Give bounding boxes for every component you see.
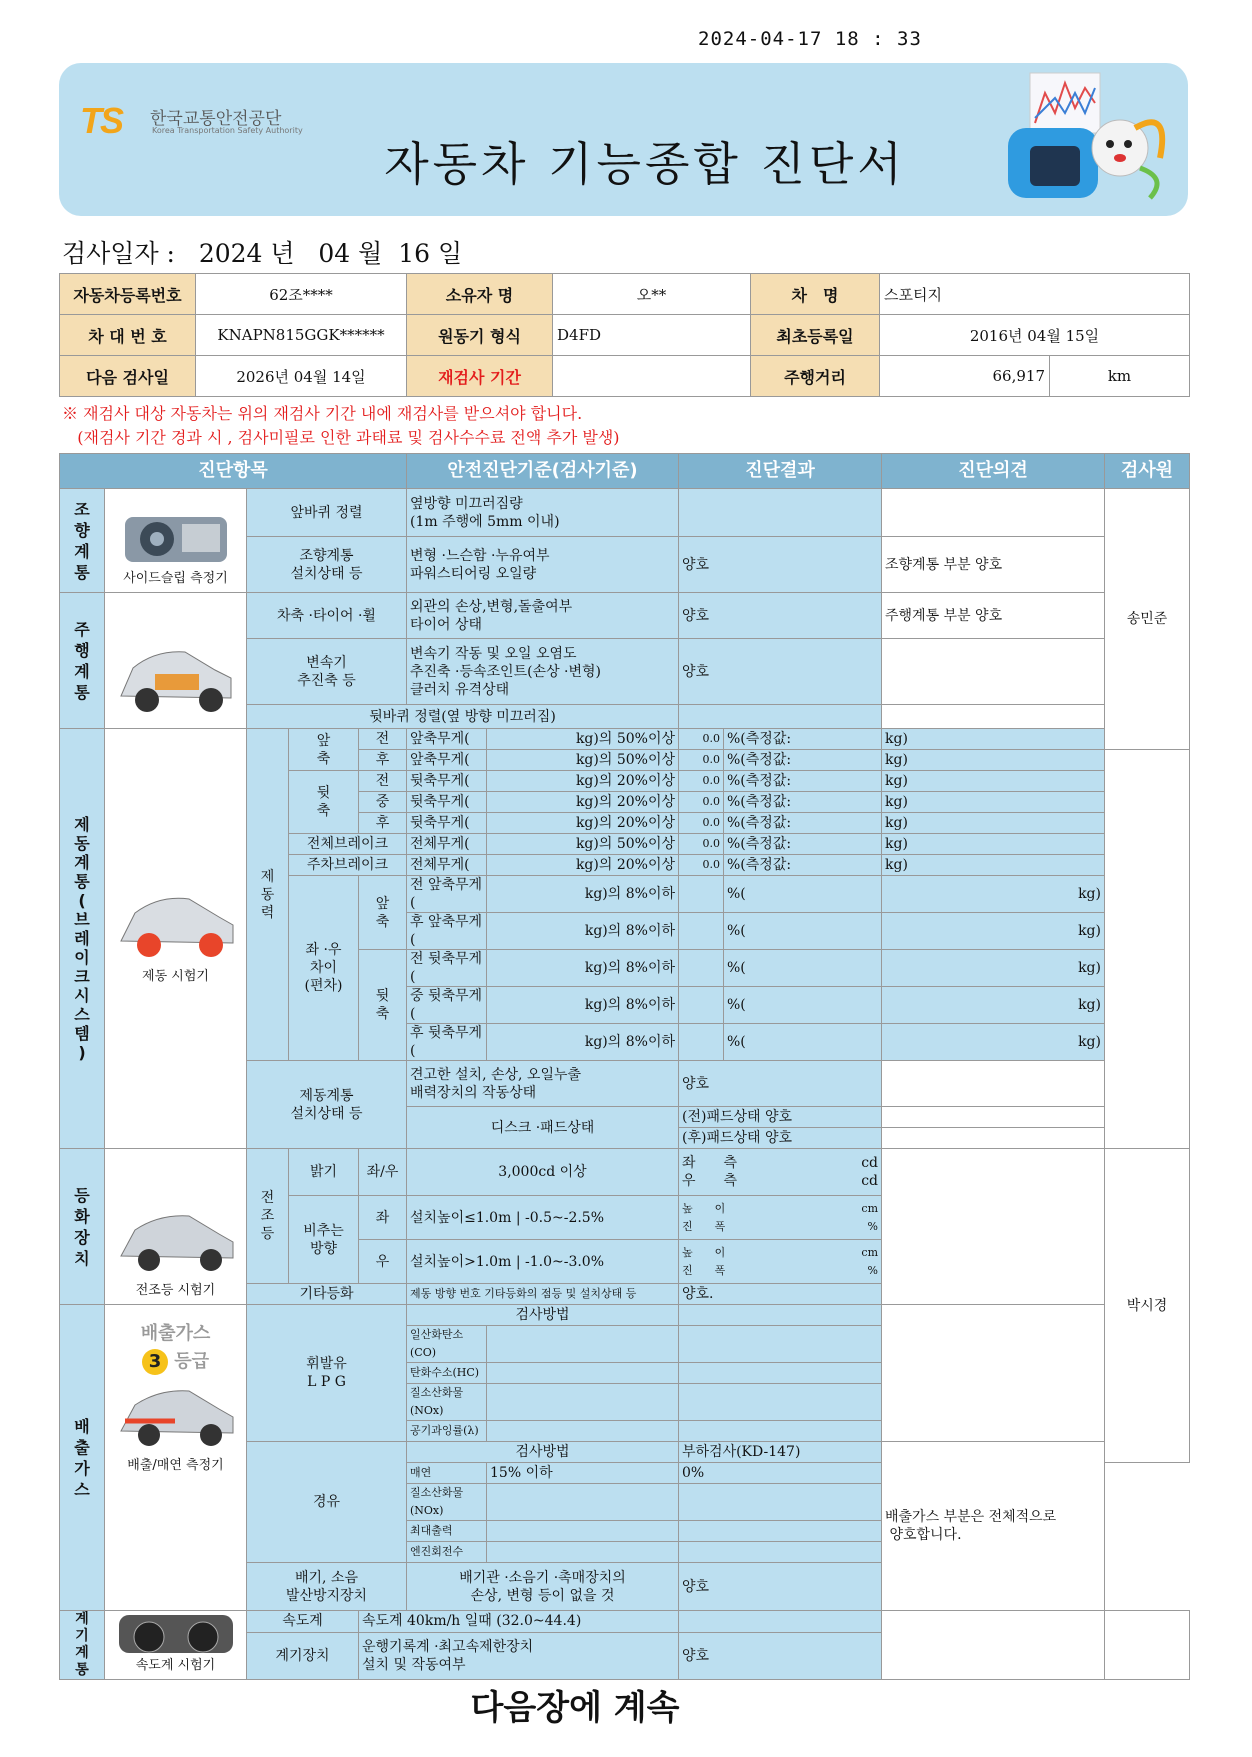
emission-badge-text: 배출가스	[140, 1323, 211, 1344]
measured: %(측정값:	[724, 771, 882, 792]
measured: %(측정값:	[724, 834, 882, 855]
aim-left-standard: 설치높이≤1.0m | -0.5~-2.5%	[407, 1196, 679, 1240]
diff-kg: kg)	[882, 1024, 1105, 1061]
hc-standard	[487, 1363, 679, 1384]
result-empty	[679, 876, 724, 913]
brake-image	[105, 729, 247, 1149]
criterion-8: kg)의 8%이하	[487, 876, 679, 913]
gauge-opinion	[882, 1611, 1105, 1680]
pos-rear: 후	[359, 813, 407, 834]
criterion-8: kg)의 8%이하	[487, 987, 679, 1024]
gasoline-label: 휘발유 L P G	[247, 1305, 407, 1442]
inspector-1: 송민준	[1105, 489, 1190, 750]
pos-rear: 후	[410, 914, 424, 930]
diesel-label: 경유	[247, 1442, 407, 1563]
criterion-8: kg)의 8%이하	[487, 950, 679, 987]
co-result	[679, 1326, 882, 1363]
diff-pct: %(	[724, 1024, 882, 1061]
car-chassis-icon	[115, 638, 237, 718]
year-unit: 년	[270, 239, 295, 268]
brightness-left	[682, 1154, 878, 1172]
measured-kg: kg)	[882, 750, 1105, 771]
section-steering: 조 향 계 통	[60, 489, 105, 593]
gas-opinion	[882, 1305, 1105, 1442]
lr-rear-load	[407, 1024, 487, 1061]
engine-rpm-result	[679, 1542, 882, 1563]
aim-right-height	[682, 1244, 878, 1262]
max-power-result	[679, 1521, 882, 1542]
height-label: 높 이	[682, 1201, 726, 1215]
driving-item-2: 변속기 추진축 등	[247, 639, 407, 705]
model-value: 스포티지	[880, 274, 1190, 315]
header-standard: 안전진단기준(검사기준)	[407, 454, 679, 489]
criterion-8: kg)의 8%이하	[487, 913, 679, 950]
result-empty	[679, 950, 724, 987]
reg-no-value: 62조****	[196, 274, 407, 315]
steering-item-1: 앞바퀴 정렬	[247, 489, 407, 537]
emission-grade-badge	[108, 1349, 243, 1375]
front-load: 앞축무게(	[410, 914, 483, 948]
front-load: 앞축무게(	[407, 750, 487, 771]
engine-label: 원동기 형식	[407, 315, 553, 356]
brake-install-result: 양호	[679, 1061, 882, 1107]
brake-tester-car-icon	[115, 887, 237, 962]
driving-item-1-standard: 외관의 손상,변형,돌출여부 타이어 상태	[407, 593, 679, 639]
steering-image-label: 사이드슬립 측정기	[123, 571, 228, 586]
pct-unit: %	[867, 1219, 878, 1233]
diff-pct: %(	[724, 876, 882, 913]
criterion-50: kg)의 50%이상	[487, 729, 679, 750]
steering-item-2: 조향계통 설치상태 등	[247, 537, 407, 593]
diff-kg: kg)	[882, 987, 1105, 1024]
lr-front-axle: 앞 축	[359, 876, 407, 950]
diesel-method-label: 검사방법	[407, 1442, 679, 1463]
rear-load: 뒷축무게(	[410, 951, 483, 985]
notice-line-2: (재검사 기간 경과 시 , 검사미필로 인한 과태료 및 검사수수료 전액 추가 발생)	[77, 428, 620, 447]
gas-method-result	[679, 1305, 882, 1326]
diff-kg: kg)	[882, 950, 1105, 987]
gas-method-label: 검사방법	[407, 1305, 679, 1326]
driving-item-1: 차축 ·타이어 ·휠	[247, 593, 407, 639]
result-value: 0.0	[679, 834, 724, 855]
gauge-inspector	[1105, 1611, 1190, 1680]
result-empty	[679, 1024, 724, 1061]
cm-unit: cm	[861, 1245, 878, 1259]
speedo-standard: 속도계 40km/h 일때 (32.0~44.4)	[359, 1611, 679, 1633]
lr-rear-load	[407, 950, 487, 987]
diff-kg: kg)	[882, 913, 1105, 950]
lr-rear-load	[407, 987, 487, 1024]
max-power-label: 최대출력	[407, 1521, 487, 1542]
cd-unit: cd	[861, 1155, 878, 1171]
diff-kg: kg)	[882, 876, 1105, 913]
month-unit: 월	[358, 239, 383, 268]
brightness-lr: 좌/우	[359, 1149, 407, 1196]
mascot-illustration	[1000, 68, 1170, 213]
measured-kg: kg)	[882, 834, 1105, 855]
steering-item-2-result: 양호	[679, 537, 882, 593]
emission-image	[105, 1305, 247, 1611]
criterion-20: kg)의 20%이상	[487, 792, 679, 813]
speedometer-tester-icon	[117, 1613, 235, 1655]
inspection-year: 2024	[198, 239, 263, 268]
section-driving: 주 행 계 통	[60, 593, 105, 729]
cd-unit: cd	[861, 1173, 878, 1189]
aim-left-result	[679, 1196, 882, 1240]
diff-pct: %(	[724, 913, 882, 950]
side-slip-tester-icon	[117, 509, 235, 564]
brake-opinion	[882, 1061, 1105, 1107]
measured-kg: kg)	[882, 855, 1105, 876]
driving-item-3: 뒷바퀴 정렬(옆 방향 미끄러짐)	[247, 705, 679, 729]
front-load: 앞축무게(	[407, 729, 487, 750]
criterion-8: kg)의 8%이하	[487, 1024, 679, 1061]
brake-force-label: 제 동 력	[247, 729, 289, 1061]
driving-item-3-result	[679, 705, 882, 729]
nox-standard	[487, 1384, 679, 1421]
measured-kg: kg)	[882, 729, 1105, 750]
engine-value: D4FD	[553, 315, 751, 356]
smoke-label: 매연	[407, 1463, 487, 1484]
section-gauge: 계 기 계 통	[60, 1611, 105, 1680]
emission-tester-car-icon	[115, 1381, 237, 1451]
headlamp-label: 전 조 등	[247, 1149, 289, 1284]
pct-unit: %	[867, 1263, 878, 1277]
inspection-date-label: 검사일자 :	[62, 239, 175, 268]
result-value: 0.0	[679, 792, 724, 813]
measured: %(측정값:	[724, 729, 882, 750]
engine-rpm-label: 엔진회전수	[407, 1542, 487, 1563]
aim-left-width	[682, 1218, 878, 1236]
lr-front-load	[407, 876, 487, 913]
measured-kg: kg)	[882, 792, 1105, 813]
page-title: 자동차 기능종합 진단서	[384, 137, 906, 191]
org-name-en: Korea Transportation Safety Authority	[152, 126, 303, 135]
vin-label: 차 대 번 호	[60, 315, 196, 356]
inspection-date	[62, 234, 462, 270]
measured: %(측정값:	[724, 792, 882, 813]
lambda-label: 공기과잉률(λ)	[407, 1421, 487, 1442]
steering-item-1-standard: 옆방향 미끄러짐량 (1m 주행에 5mm 이내)	[407, 489, 679, 537]
inspection-month: 04	[318, 239, 351, 268]
brake-install-standard: 견고한 설치, 손상, 오일누출 배력장치의 작동상태	[407, 1061, 679, 1107]
brake-image-label: 제동 시험기	[142, 969, 209, 984]
driving-opinion: 주행계통 부분 양호	[882, 593, 1105, 639]
total-brake-label: 전체브레이크	[289, 834, 407, 855]
pos-front: 전	[410, 951, 424, 967]
section-brake: 제 동 계 통 ( 브 레 이 크 시 스 템 )	[60, 729, 105, 1149]
disc-front-result: (전)패드상태 양호	[679, 1107, 882, 1128]
first-reg-value: 2016년 04월 15일	[880, 315, 1190, 356]
right-side-label: 우 측	[682, 1173, 738, 1189]
pos-rear: 후	[410, 1025, 424, 1041]
co-standard	[487, 1326, 679, 1363]
lr-diff-label: 좌 ·우 차이 (편차)	[289, 876, 359, 1061]
driving-opinion-2	[882, 639, 1105, 705]
diesel-nox-label: 질소산화물(NOx)	[407, 1484, 487, 1521]
smoke-standard: 15% 이하	[487, 1463, 679, 1484]
org-name: 한국교통안전공단	[150, 109, 282, 129]
measured: %(측정값:	[724, 750, 882, 771]
grade-label: 등급	[174, 1351, 210, 1372]
continued-footer: 다음장에 계속	[470, 1688, 680, 1728]
aim-label: 비추는 방향	[289, 1196, 359, 1284]
owner-label: 소유자 명	[407, 274, 553, 315]
result-empty	[679, 987, 724, 1024]
engine-rpm-standard	[487, 1542, 679, 1563]
gauge-image-label: 속도계 시험기	[135, 1658, 216, 1673]
first-reg-label: 최초등록일	[751, 315, 880, 356]
driving-image	[105, 593, 247, 729]
rear-load: 뒷축무게(	[407, 792, 487, 813]
result-empty	[679, 913, 724, 950]
criterion-50: kg)의 50%이상	[487, 750, 679, 771]
rear-load: 뒷축무게(	[407, 771, 487, 792]
measured: %(측정값:	[724, 855, 882, 876]
noise-label: 배기, 소음 발산방지장치	[247, 1563, 407, 1611]
vin-value: KNAPN815GGK******	[196, 315, 407, 356]
result-value: 0.0	[679, 750, 724, 771]
brightness-label: 밝기	[289, 1149, 359, 1196]
day-unit: 일	[438, 239, 463, 268]
driving-opinion-3	[882, 705, 1105, 729]
aim-right-width	[682, 1262, 878, 1280]
result-value: 0.0	[679, 813, 724, 834]
aim-left: 좌	[359, 1196, 407, 1240]
total-load: 전체무게(	[407, 855, 487, 876]
rear-load: 뒷축무게(	[410, 1025, 483, 1059]
measured-kg: kg)	[882, 813, 1105, 834]
other-lights-standard: 제동 방향 번호 기타등화의 점등 및 설치상태 등	[407, 1284, 679, 1305]
criterion-20: kg)의 20%이상	[487, 813, 679, 834]
diesel-method-result: 부하검사(KD-147)	[679, 1442, 882, 1463]
owner-value: 오**	[553, 274, 751, 315]
header-inspector: 검사원	[1105, 454, 1190, 489]
device-result: 양호	[679, 1632, 882, 1679]
criterion-50: kg)의 50%이상	[487, 834, 679, 855]
cm-unit: cm	[861, 1201, 878, 1215]
model-label: 차 명	[751, 274, 880, 315]
header-opinion: 진단의견	[882, 454, 1105, 489]
diesel-nox-result	[679, 1484, 882, 1521]
pos-rear: 후	[359, 750, 407, 771]
noise-result: 양호	[679, 1563, 882, 1611]
mileage-value: 66,917	[880, 356, 1050, 397]
nox-label: 질소산화물(NOx)	[407, 1384, 487, 1421]
lights-image	[105, 1149, 247, 1305]
pos-front: 전	[359, 729, 407, 750]
co-label: 일산화탄소(CO)	[407, 1326, 487, 1363]
front-axle-label: 앞 축	[289, 729, 359, 771]
disc-rear-result: (후)패드상태 양호	[679, 1128, 882, 1149]
speedo-label: 속도계	[247, 1611, 359, 1633]
pos-front: 전	[410, 877, 424, 893]
brightness-standard: 3,000cd 이상	[407, 1149, 679, 1196]
gauge-image	[105, 1611, 247, 1680]
total-load: 전체무게(	[407, 834, 487, 855]
reinspection-notice	[62, 402, 620, 450]
criterion-20: kg)의 20%이상	[487, 855, 679, 876]
steering-item-2-standard: 변형 ·느슨함 ·누유여부 파워스티어링 오일량	[407, 537, 679, 593]
mileage-label: 주행거리	[751, 356, 880, 397]
steering-item-1-result	[679, 489, 882, 537]
smoke-result: 0%	[679, 1463, 882, 1484]
lights-opinion	[882, 1149, 1105, 1305]
pos-front: 전	[359, 771, 407, 792]
diagnosis-table	[59, 453, 1190, 1680]
next-insp-value: 2026년 04월 14일	[196, 356, 407, 397]
inspector-2: 박시경	[1105, 1149, 1190, 1463]
diff-pct: %(	[724, 950, 882, 987]
emission-image-label: 배출/매연 측정기	[127, 1458, 224, 1473]
result-value: 0.0	[679, 729, 724, 750]
steering-image	[105, 489, 247, 593]
disc-opinion-rear	[882, 1128, 1105, 1149]
aim-right-standard: 설치높이>1.0m | -1.0~-3.0%	[407, 1240, 679, 1284]
criterion-20: kg)의 20%이상	[487, 771, 679, 792]
max-power-standard	[487, 1521, 679, 1542]
section-lights: 등 화 장 치	[60, 1149, 105, 1305]
reg-no-label: 자동차등록번호	[60, 274, 196, 315]
steering-opinion: 조향계통 부분 양호	[882, 537, 1105, 593]
width-label: 진 폭	[682, 1219, 726, 1233]
nox-result	[679, 1384, 882, 1421]
lr-front-load	[407, 913, 487, 950]
parking-brake-label: 주차브레이크	[289, 855, 407, 876]
front-load: 앞축무게(	[410, 877, 483, 911]
brake-install-label: 제동계통 설치상태 등	[247, 1061, 407, 1149]
driving-item-1-result: 양호	[679, 593, 882, 639]
device-standard: 운행기록계 ·최고속제한장치 설치 및 작동여부	[359, 1632, 679, 1679]
aim-right: 우	[359, 1240, 407, 1284]
vehicle-info-table	[59, 273, 1190, 397]
aim-right-result	[679, 1240, 882, 1284]
inspection-day: 16	[398, 239, 431, 268]
diesel-nox-standard	[487, 1484, 679, 1521]
rear-load: 뒷축무게(	[407, 813, 487, 834]
brightness-result	[679, 1149, 882, 1196]
result-value: 0.0	[679, 771, 724, 792]
diff-pct: %(	[724, 987, 882, 1024]
rear-load: 뒷축무게(	[410, 988, 483, 1022]
emission-opinion: 배출가스 부분은 전체적으로 양호합니다.	[882, 1442, 1105, 1611]
pos-mid: 중	[410, 988, 424, 1004]
steering-opinion-top	[882, 489, 1105, 537]
height-label: 높 이	[682, 1245, 726, 1259]
hc-result	[679, 1363, 882, 1384]
logo-mark: TS	[80, 100, 123, 141]
left-side-label: 좌 측	[682, 1155, 738, 1171]
result-value: 0.0	[679, 855, 724, 876]
mileage-unit: km	[1050, 356, 1190, 397]
driving-item-2-standard: 변속기 작동 및 오일 오염도 추진축 ·등속조인트(손상 ·변형) 클러치 유격상태	[407, 639, 679, 705]
measured-kg: kg)	[882, 771, 1105, 792]
rear-axle-label: 뒷 축	[289, 771, 359, 834]
hc-label: 탄화수소(HC)	[407, 1363, 487, 1384]
noise-standard: 배기관 ·소음기 ·촉매장치의 손상, 변형 등이 없을 것	[407, 1563, 679, 1611]
measured: %(측정값:	[724, 813, 882, 834]
disc-opinion-front	[882, 1107, 1105, 1128]
other-lights-label: 기타등화	[247, 1284, 407, 1305]
reinsp-label: 재검사 기간	[407, 356, 553, 397]
reinsp-value	[553, 356, 751, 397]
grade-number: 3	[142, 1349, 168, 1375]
lambda-standard	[487, 1421, 679, 1442]
width-label: 진 폭	[682, 1263, 726, 1277]
section-emission: 배 출 가 스	[60, 1305, 105, 1611]
print-timestamp: 2024-04-17 18 : 33	[698, 28, 922, 50]
header-item: 진단항목	[60, 454, 407, 489]
lr-rear-axle: 뒷 축	[359, 950, 407, 1061]
aim-left-height	[682, 1200, 878, 1218]
lights-image-label: 전조등 시험기	[135, 1283, 216, 1298]
ts-logo	[80, 100, 303, 142]
pos-mid: 중	[359, 792, 407, 813]
driving-item-2-result: 양호	[679, 639, 882, 705]
other-lights-result: 양호.	[679, 1284, 882, 1305]
disc-pad-label: 디스크 ·패드상태	[407, 1107, 679, 1149]
headlamp-tester-car-icon	[115, 1206, 237, 1276]
header-result: 진단결과	[679, 454, 882, 489]
lambda-result	[679, 1421, 882, 1442]
next-insp-label: 다음 검사일	[60, 356, 196, 397]
brightness-right	[682, 1172, 878, 1190]
device-label: 계기장치	[247, 1632, 359, 1679]
notice-line-1: ※ 재검사 대상 자동차는 위의 재검사 기간 내에 재검사를 받으셔야 합니다.	[62, 404, 583, 423]
speedo-result	[679, 1611, 882, 1633]
